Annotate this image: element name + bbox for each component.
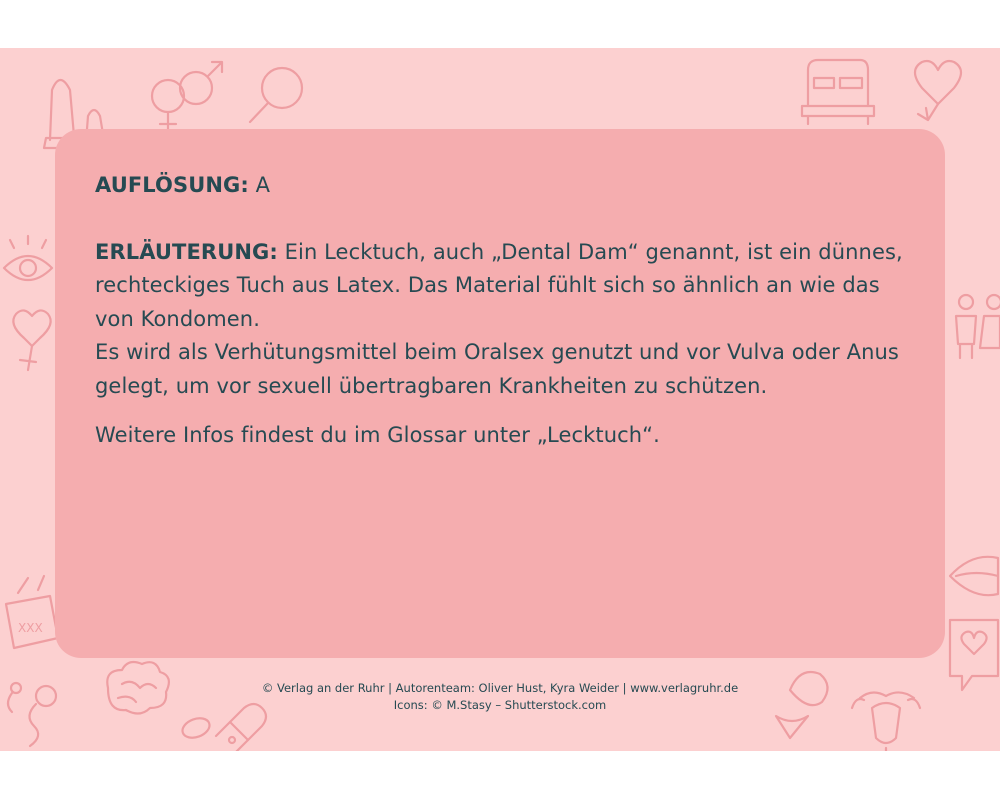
tv-icon <box>6 576 58 648</box>
quiz-card <box>0 48 1000 751</box>
lips-icon <box>950 557 998 595</box>
heart-female-icon <box>13 310 50 370</box>
hearts-icon <box>915 61 961 120</box>
solution-value: A <box>255 173 271 197</box>
bed-icon <box>802 60 874 124</box>
icons-credit-line: Icons: © M.Stasy – Shutterstock.com <box>393 698 607 712</box>
copyright-line: © Verlag an der Ruhr | Autorenteam: Oliver Hust, Kyra Weider | www.verlagruhr.de <box>261 681 739 695</box>
solution-line <box>95 169 905 203</box>
explanation-label: ERLÄUTERUNG: <box>95 239 278 264</box>
magnifier-icon <box>250 68 302 122</box>
answer-panel <box>55 129 945 658</box>
explanation-usage: Es wird als Verhütungsmittel beim Oralsex genutzt und vor Vulva oder Anus gelegt, um vor sexuell übertragbaren Krankheiten zu schützen. <box>95 340 899 398</box>
solution-label: AUFLÖSUNG: <box>95 173 249 197</box>
tv-screen-text: XXX <box>18 621 43 635</box>
couple-icon <box>956 295 1000 358</box>
explanation-paragraph <box>95 236 905 337</box>
explanation-text: Ein Lecktuch, auch „Dental Dam“ genannt, ist ein dünnes, rechteckiges Tuch aus Latex. Das Material fühlt sich so ähnlich an wie das von Kondomen. <box>95 239 903 331</box>
glossary-hint: Weitere Infos findest du im Glossar unter „Lecktuch“. <box>95 423 660 447</box>
gender-symbols-icon <box>152 62 222 133</box>
eye-icon <box>4 236 52 280</box>
footer <box>0 680 1000 714</box>
